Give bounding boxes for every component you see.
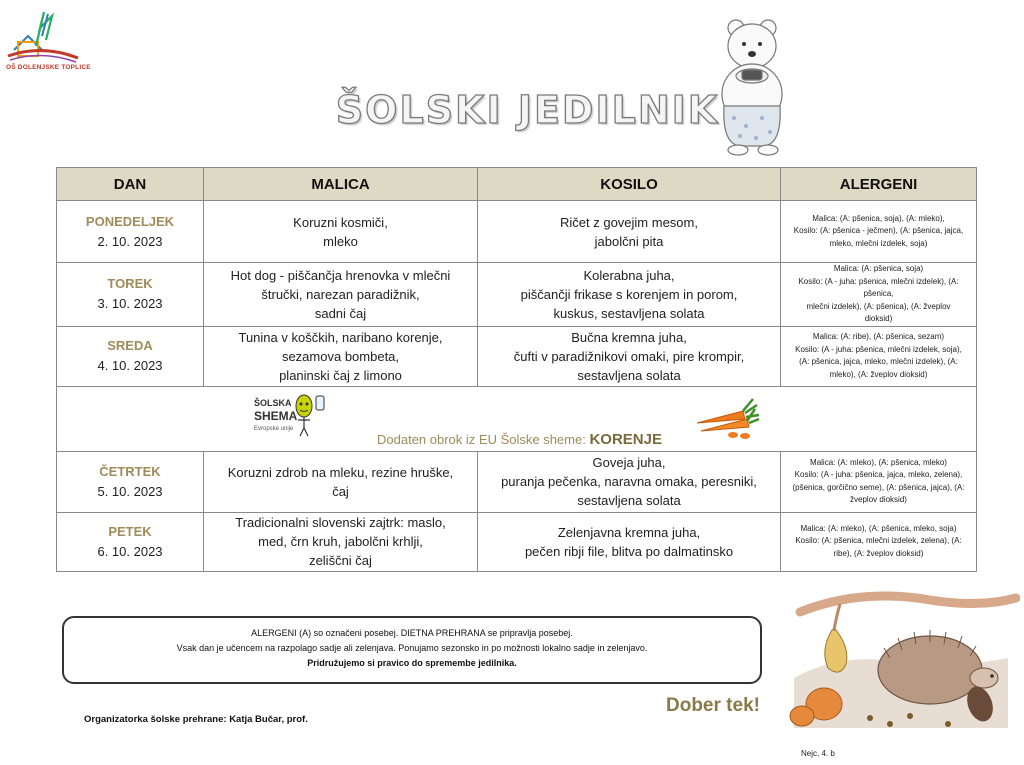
alergeni-line: mlečni izdelek), (A: pšenica), (A: žveplov xyxy=(806,301,951,311)
bear-illustration xyxy=(706,14,802,158)
scheme-logo-line3: Evropske unije xyxy=(254,425,294,432)
malica-line: Koruzni kosmiči, xyxy=(293,214,388,230)
kosilo-line: Zelenjavna kremna juha, xyxy=(557,524,701,540)
day-name: PETEK xyxy=(108,523,152,539)
day-cell xyxy=(57,451,204,512)
kosilo-line: pečen ribji file, blitva po dalmatinsko xyxy=(524,543,734,559)
malica-line: mleko xyxy=(323,233,358,249)
table-row-friday xyxy=(57,512,977,571)
day-name: TOREK xyxy=(107,276,153,292)
alergeni-line: Malica: (A: pšenica, soja), (A: mleko), xyxy=(812,213,945,223)
header-dan: DAN xyxy=(57,168,204,201)
notice-line-allergens: ALERGENI (A) so označeni posebej. DIETNA PREHRANA se pripravlja posebej. xyxy=(251,628,573,638)
kosilo-cell xyxy=(478,512,781,571)
kosilo-line: Ričet z govejim mesom, xyxy=(560,214,698,230)
malica-line: zeliščni čaj xyxy=(309,553,372,568)
kosilo-line: Bučna kremna juha, xyxy=(571,329,687,345)
day-date: 3. 10. 2023 xyxy=(97,296,163,312)
day-date: 2. 10. 2023 xyxy=(97,233,163,249)
notice-line-rights: Pridružujemo si pravico do spremembe jedilnika. xyxy=(307,658,517,668)
school-logo-text: OŠ DOLENJSKE TOPLICE xyxy=(6,64,91,71)
alergeni-cell xyxy=(781,201,977,263)
kosilo-line: čufti v paradižnikovi omaki, pire krompir, xyxy=(513,348,745,364)
scheme-logo-line2: SHEMA xyxy=(254,408,298,423)
malica-cell xyxy=(204,451,478,512)
malica-line: Koruzni zdrob na mleku, rezine hruške, xyxy=(227,464,454,480)
malica-cell xyxy=(204,512,478,571)
alergeni-line: Kosilo: (A: pšenica - ječmen), (A: pšenica, jajca, xyxy=(793,226,964,236)
alergeni-line: Kosilo: (A - juha: pšenica, jajca, mleko, zelena), xyxy=(794,470,963,479)
day-cell xyxy=(57,263,204,327)
kosilo-cell xyxy=(478,326,781,386)
alergeni-line: dioksid) xyxy=(864,314,893,323)
malica-line: Hot dog - piščančja hrenovka v mlečni xyxy=(230,267,451,283)
table-row-tuesday xyxy=(57,263,977,327)
alergeni-line: Malica: (A: pšenica, soja) xyxy=(833,264,924,273)
kosilo-line: kuskus, sestavljena solata xyxy=(553,305,705,321)
alergeni-line: Kosilo: (A - juha: pšenica, mlečni izdelek), (A: pšenica, xyxy=(798,276,959,298)
scheme-description: Dodaten obrok iz EU Šolske sheme: xyxy=(377,431,590,447)
malica-line: Tunina v koščkih, naribano korenje, xyxy=(238,329,443,345)
scheme-logo-line1: ŠOLSKA xyxy=(254,397,292,408)
kosilo-line: puranja pečenka, naravna omaka, peresniki, xyxy=(501,474,757,489)
malica-line: štručki, narezan paradižnik, xyxy=(261,286,420,302)
alergeni-line: mleko, mlečni izdelek, soja) xyxy=(829,238,928,248)
alergeni-line: žveplov dioksid) xyxy=(850,495,907,504)
alergeni-line: (pšenica, gorčično seme), (A: pšenica, jajca), (A: xyxy=(792,482,965,492)
alergeni-line: mleko), (A: žveplov dioksid) xyxy=(829,369,928,379)
day-cell xyxy=(57,201,204,263)
alergeni-cell xyxy=(781,451,977,512)
alergeni-line: (A: pšenica, jajca, mleko, mlečni izdelek), (A: xyxy=(799,357,958,366)
malica-line: sezamova bombeta, xyxy=(281,348,400,364)
header-alergeni: ALERGENI xyxy=(781,168,977,201)
alergeni-line: Malica: (A: mleko), (A: pšenica, mleko, soja) xyxy=(800,523,957,533)
kosilo-cell xyxy=(478,451,781,512)
school-scheme-logo xyxy=(252,392,332,448)
carrots-illustration xyxy=(693,393,761,441)
school-logo-icon xyxy=(6,6,80,66)
kosilo-cell xyxy=(478,201,781,263)
day-name: PONEDELJEK xyxy=(85,213,175,229)
artist-credit: Nejc, 4. b xyxy=(801,749,835,758)
header-malica: MALICA xyxy=(204,168,478,201)
table-row-wednesday xyxy=(57,326,977,386)
malica-line: Tradicionalni slovenski zajtrk: maslo, xyxy=(235,515,446,530)
table-row-thursday xyxy=(57,451,977,512)
malica-line: planinski čaj z limono xyxy=(279,367,402,383)
day-date: 6. 10. 2023 xyxy=(97,543,163,559)
alergeni-line: Kosilo: (A: pšenica, mlečni izdelek, zelena), (A: xyxy=(795,536,962,546)
alergeni-line: Malica: (A: ribe), (A: pšenica, sezam) xyxy=(812,332,945,341)
malica-cell xyxy=(204,263,478,327)
kosilo-line: Goveja juha, xyxy=(592,455,666,470)
table-row-school-scheme xyxy=(57,386,977,451)
closing-text: Dober tek! xyxy=(666,695,760,716)
table-header-row xyxy=(57,168,977,201)
notice-line-fruit: Vsak dan je učencem na razpolago sadje ali zelenjava. Ponujamo sezonsko in po možnosti lokalno sadje in zelenjavo. xyxy=(176,643,648,653)
notice-box xyxy=(62,616,762,684)
kosilo-line: Kolerabna juha, xyxy=(583,267,675,283)
header-kosilo: KOSILO xyxy=(478,168,781,201)
malica-cell xyxy=(204,201,478,263)
school-scheme-cell xyxy=(57,386,977,451)
kosilo-line: jabolčni pita xyxy=(594,233,664,249)
kosilo-line: sestavljena solata xyxy=(577,367,681,383)
alergeni-line: Kosilo: (A - juha: pšenica, mlečni izdelek, soja), xyxy=(795,344,962,354)
day-date: 5. 10. 2023 xyxy=(97,483,163,499)
scheme-vegetable: KORENJE xyxy=(589,430,662,448)
day-name: SREDA xyxy=(107,338,153,353)
kosilo-cell xyxy=(478,263,781,327)
alergeni-cell xyxy=(781,326,977,386)
organizer-signature: Organizatorka šolske prehrane: Katja Bučar, prof. xyxy=(84,714,308,725)
hedgehog-illustration xyxy=(780,578,1020,750)
day-date: 4. 10. 2023 xyxy=(97,358,163,373)
alergeni-cell xyxy=(781,263,977,327)
menu-table xyxy=(56,167,977,572)
malica-line: čaj xyxy=(332,483,349,499)
table-row-monday xyxy=(57,201,977,263)
malica-cell xyxy=(204,326,478,386)
alergeni-line: Malica: (A: mleko), (A: pšenica, mleko) xyxy=(810,457,947,467)
alergeni-cell xyxy=(781,512,977,571)
alergeni-line: ribe), (A: žveplov dioksid) xyxy=(833,548,924,558)
day-cell xyxy=(57,326,204,386)
day-cell xyxy=(57,512,204,571)
kosilo-line: piščančji frikase s korenjem in porom, xyxy=(520,286,738,302)
day-name: ČETRTEK xyxy=(99,463,161,479)
kosilo-line: sestavljena solata xyxy=(577,493,681,508)
malica-line: sadni čaj xyxy=(314,305,367,321)
school-logo xyxy=(6,6,91,76)
school-scheme-text xyxy=(377,431,662,448)
page-title: ŠOLSKI JEDILNIK xyxy=(335,88,720,132)
malica-line: med, črn kruh, jabolčni krhlji, xyxy=(258,534,423,549)
